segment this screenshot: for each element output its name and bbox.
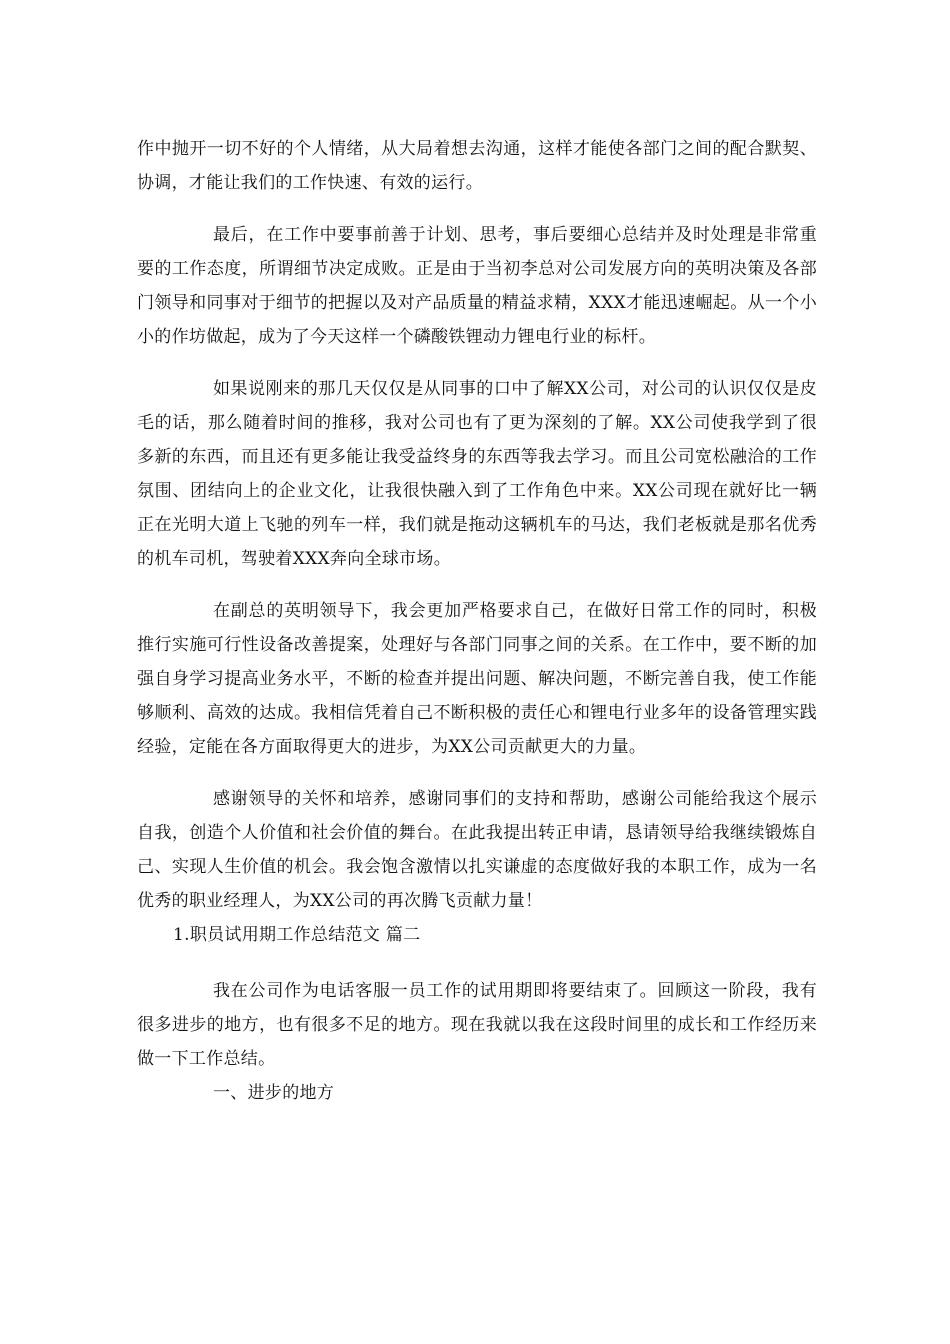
list-title: 1.职员试用期工作总结范文 篇二: [173, 925, 421, 945]
paragraph-company-understanding: 如果说刚来的那几天仅仅是从同事的口中了解XX公司，对公司的认识仅仅是皮毛的话，那么随着时间的推移，我对公司也有了更为深刻的了解。XX公司使我学到了很多新的东西，而且还有更多能让我受益终身的东西等我去学习。而且公司宽松融洽的工作氛围、团结向上的企业文化，让我很快融入到了工作角色中来。XX公司现在就好比一辆正在光明大道上飞驰的列车一样，我们就是拖动这辆机车的马达，我们老板就是那名优秀的机车司机，驾驶着XXX奔向全球市场。: [137, 379, 817, 569]
paragraph-finally: 最后，在工作中要事前善于计划、思考，事后要细心总结并及时处理是非常重要的工作态度，所谓细节决定成败。正是由于当初李总对公司发展方向的英明决策及各部门领导和同事对于细节的把握以及对产品质量的精益求精，XXX才能迅速崛起。从一个小小的作坊做起，成为了今天这样一个磷酸铁锂动力锂电行业的标杆。: [137, 225, 817, 347]
section-heading: 一、进步的地方: [213, 1083, 335, 1103]
document-page: [137, 132, 817, 1110]
paragraph-thanks: 感谢领导的关怀和培养，感谢同事们的支持和帮助，感谢公司能给我这个展示自我，创造个人价值和社会价值的舞台。在此我提出转正申请，恳请领导给我继续锻炼自己、实现人生价值的机会。我会饱含激情以扎实谦虚的态度做好我的本职工作，成为一名优秀的职业经理人，为XX公司的再次腾飞贡献力量！: [137, 789, 817, 911]
paragraph-continuation: 作中抛开一切不好的个人情绪，从大局着想去沟通，这样才能使各部门之间的配合默契、协调，才能让我们的工作快速、有效的运行。: [137, 139, 817, 193]
paragraph-probation-intro: 我在公司作为电话客服一员工作的试用期即将要结束了。回顾这一阶段，我有很多进步的地方，也有很多不足的地方。现在我就以我在这段时间里的成长和工作经历来做一下工作总结。: [137, 981, 817, 1069]
paragraph-future-commitment: 在副总的英明领导下，我会更加严格要求自己，在做好日常工作的同时，积极推行实施可行性设备改善提案，处理好与各部门同事之间的关系。在工作中，要不断的加强自身学习提高业务水平，不断的检查并提出问题、解决问题，不断完善自我，使工作能够顺利、高效的达成。我相信凭着自己不断积极的责任心和锂电行业多年的设备管理实践经验，定能在各方面取得更大的进步，为XX公司贡献更大的力量。: [137, 601, 817, 757]
